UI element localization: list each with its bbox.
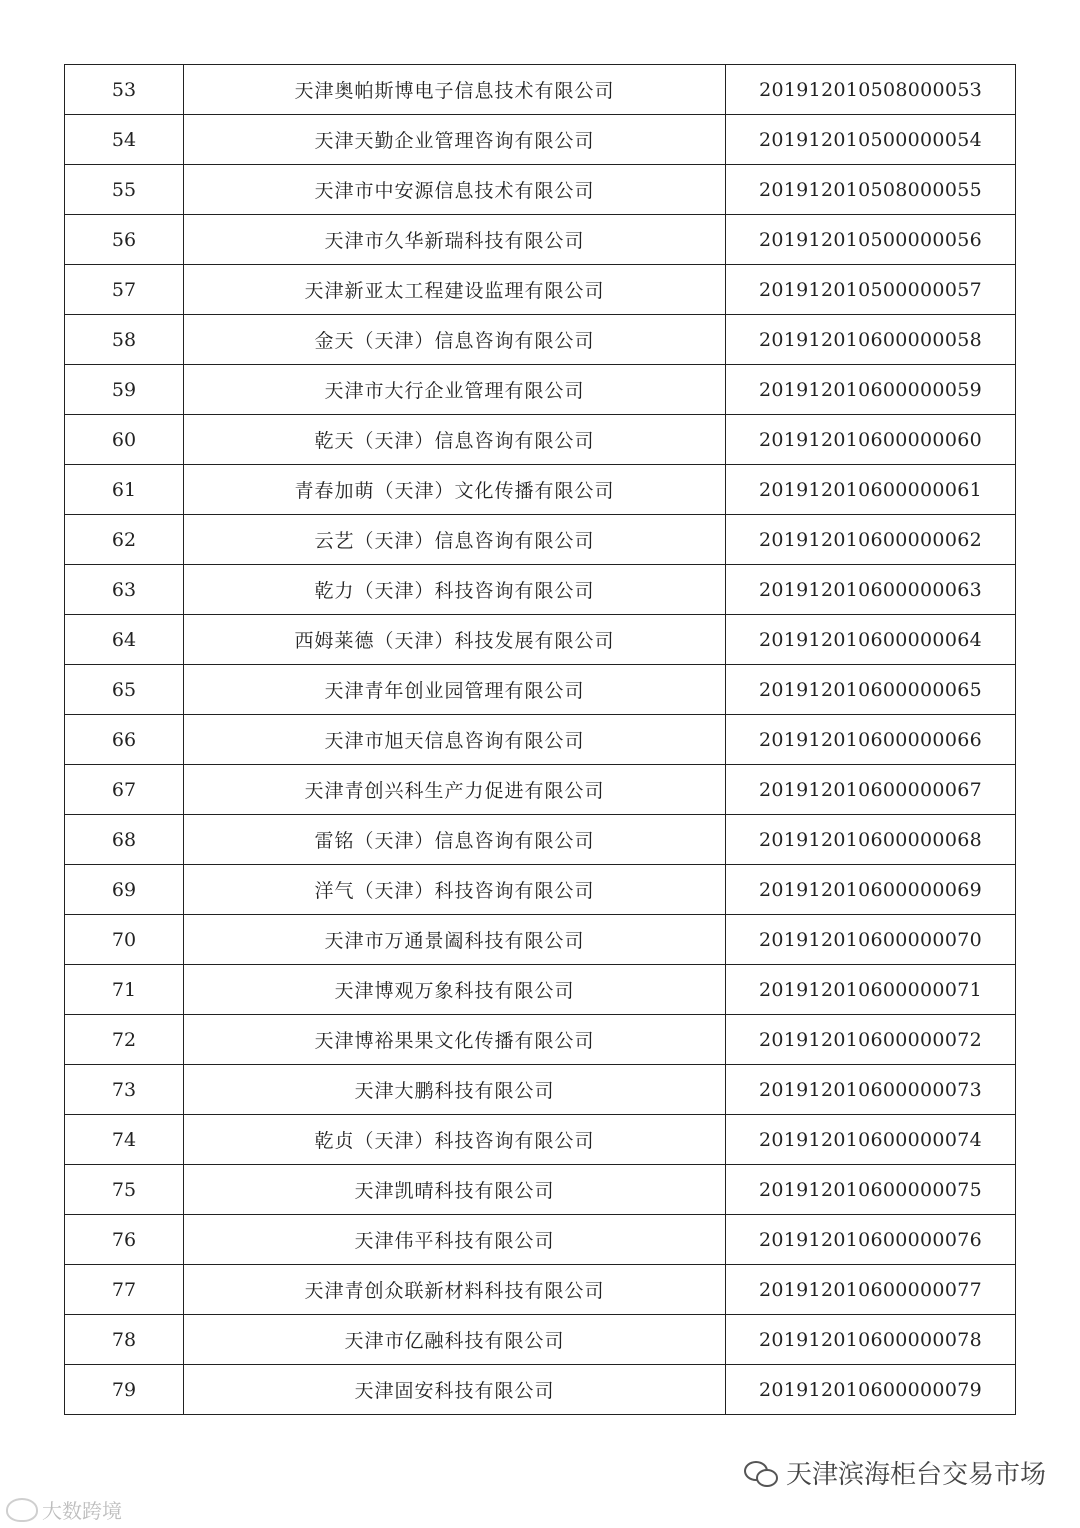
table-row [65, 1365, 1016, 1415]
row-number: 64 [65, 615, 184, 665]
registration-code: 201912010500000057 [726, 265, 1016, 315]
watermark-wechat-account [744, 1454, 1046, 1491]
row-number: 61 [65, 465, 184, 515]
row-number: 76 [65, 1215, 184, 1265]
table-row [65, 1265, 1016, 1315]
registration-code: 201912010500000054 [726, 115, 1016, 165]
registration-code: 201912010600000071 [726, 965, 1016, 1015]
company-name: 西姆莱德（天津）科技发展有限公司 [184, 615, 726, 665]
company-list-table [64, 64, 1016, 1415]
table-row [65, 1065, 1016, 1115]
row-number: 62 [65, 515, 184, 565]
table-row [65, 65, 1016, 115]
row-number: 53 [65, 65, 184, 115]
row-number: 63 [65, 565, 184, 615]
company-name: 天津伟平科技有限公司 [184, 1215, 726, 1265]
company-name: 天津市久华新瑞科技有限公司 [184, 215, 726, 265]
company-name: 金天（天津）信息咨询有限公司 [184, 315, 726, 365]
registration-code: 201912010500000056 [726, 215, 1016, 265]
registration-code: 201912010600000063 [726, 565, 1016, 615]
table-body [65, 65, 1016, 1415]
table-row [65, 1215, 1016, 1265]
watermark-weibo-account [6, 1495, 122, 1524]
company-name: 天津市亿融科技有限公司 [184, 1315, 726, 1365]
registration-code: 201912010600000060 [726, 415, 1016, 465]
company-name: 天津青创众联新材料科技有限公司 [184, 1265, 726, 1315]
watermark-left-text: 大数跨境 [42, 1499, 122, 1523]
row-number: 67 [65, 765, 184, 815]
row-number: 68 [65, 815, 184, 865]
table-row [65, 415, 1016, 465]
row-number: 78 [65, 1315, 184, 1365]
row-number: 74 [65, 1115, 184, 1165]
row-number: 57 [65, 265, 184, 315]
registration-code: 201912010600000077 [726, 1265, 1016, 1315]
table-row [65, 915, 1016, 965]
registration-code: 201912010600000066 [726, 715, 1016, 765]
registration-code: 201912010600000079 [726, 1365, 1016, 1415]
row-number: 77 [65, 1265, 184, 1315]
registration-code: 201912010600000076 [726, 1215, 1016, 1265]
registration-code: 201912010600000069 [726, 865, 1016, 915]
company-name: 天津固安科技有限公司 [184, 1365, 726, 1415]
table-row [65, 565, 1016, 615]
table-row [65, 1115, 1016, 1165]
company-name: 天津青年创业园管理有限公司 [184, 665, 726, 715]
table-row [65, 265, 1016, 315]
registration-code: 201912010600000064 [726, 615, 1016, 665]
row-number: 75 [65, 1165, 184, 1215]
company-name: 云艺（天津）信息咨询有限公司 [184, 515, 726, 565]
table-row [65, 615, 1016, 665]
table-row [65, 765, 1016, 815]
table-row [65, 665, 1016, 715]
registration-code: 201912010600000065 [726, 665, 1016, 715]
registration-code: 201912010600000075 [726, 1165, 1016, 1215]
company-name: 洋气（天津）科技咨询有限公司 [184, 865, 726, 915]
company-name: 天津市中安源信息技术有限公司 [184, 165, 726, 215]
row-number: 71 [65, 965, 184, 1015]
company-name: 乾天（天津）信息咨询有限公司 [184, 415, 726, 465]
table-row [65, 1165, 1016, 1215]
row-number: 66 [65, 715, 184, 765]
registration-code: 201912010600000070 [726, 915, 1016, 965]
row-number: 79 [65, 1365, 184, 1415]
registration-code: 201912010600000074 [726, 1115, 1016, 1165]
company-name: 天津市旭天信息咨询有限公司 [184, 715, 726, 765]
registration-code: 201912010508000055 [726, 165, 1016, 215]
table-row [65, 965, 1016, 1015]
company-name: 天津大鹏科技有限公司 [184, 1065, 726, 1115]
company-name: 天津青创兴科生产力促进有限公司 [184, 765, 726, 815]
registration-code: 201912010600000067 [726, 765, 1016, 815]
company-name: 乾力（天津）科技咨询有限公司 [184, 565, 726, 615]
table-row [65, 1315, 1016, 1365]
weibo-icon [6, 1498, 38, 1522]
table-row [65, 165, 1016, 215]
watermark-right-text: 天津滨海柜台交易市场 [785, 1460, 1046, 1490]
registration-code: 20191201050800005З [726, 65, 1016, 115]
company-name: 天津博观万象科技有限公司 [184, 965, 726, 1015]
table-row [65, 315, 1016, 365]
row-number: 59 [65, 365, 184, 415]
registration-code: 201912010600000068 [726, 815, 1016, 865]
company-name: 天津奥帕斯博电子信息技术有限公司 [184, 65, 726, 115]
registration-code: 201912010600000062 [726, 515, 1016, 565]
row-number: 70 [65, 915, 184, 965]
row-number: 69 [65, 865, 184, 915]
table-row [65, 215, 1016, 265]
registration-code: 201912010600000073 [726, 1065, 1016, 1115]
row-number: 55 [65, 165, 184, 215]
row-number: 56 [65, 215, 184, 265]
company-name: 天津新亚太工程建设监理有限公司 [184, 265, 726, 315]
row-number: 72 [65, 1015, 184, 1065]
company-name: 雷铭（天津）信息咨询有限公司 [184, 815, 726, 865]
registration-code: 201912010600000058 [726, 315, 1016, 365]
company-name: 天津市大行企业管理有限公司 [184, 365, 726, 415]
row-number: 54 [65, 115, 184, 165]
company-name: 天津市万通景阖科技有限公司 [184, 915, 726, 965]
row-number: 60 [65, 415, 184, 465]
table-row [65, 115, 1016, 165]
table-row [65, 515, 1016, 565]
company-name: 天津天勤企业管理咨询有限公司 [184, 115, 726, 165]
table-row [65, 465, 1016, 515]
row-number: 73 [65, 1065, 184, 1115]
company-name: 天津凯晴科技有限公司 [184, 1165, 726, 1215]
table-row [65, 865, 1016, 915]
registration-code: 201912010600000059 [726, 365, 1016, 415]
wechat-icon [744, 1459, 778, 1487]
company-name: 青春加萌（天津）文化传播有限公司 [184, 465, 726, 515]
table-row [65, 1015, 1016, 1065]
registration-code: 201912010600000078 [726, 1315, 1016, 1365]
registration-code: 201912010600000061 [726, 465, 1016, 515]
row-number: 58 [65, 315, 184, 365]
registration-code: 201912010600000072 [726, 1015, 1016, 1065]
company-name: 天津博裕果果文化传播有限公司 [184, 1015, 726, 1065]
table-row [65, 365, 1016, 415]
row-number: 65 [65, 665, 184, 715]
table-row [65, 715, 1016, 765]
table-row [65, 815, 1016, 865]
company-name: 乾贞（天津）科技咨询有限公司 [184, 1115, 726, 1165]
